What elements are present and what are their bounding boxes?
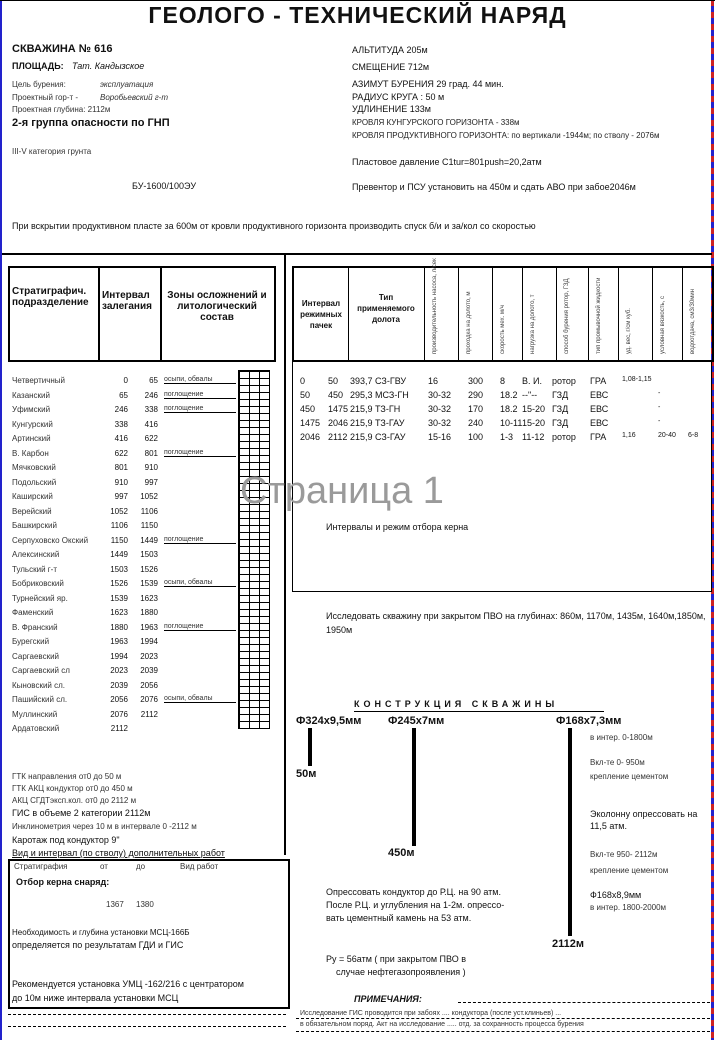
- remarks-line-3: [296, 1031, 710, 1032]
- strat-from: 1449: [110, 550, 128, 559]
- casing-line-3: [568, 728, 572, 936]
- bottom-line-2: [8, 1026, 286, 1027]
- work-col-from: от: [100, 862, 108, 871]
- strat-to: 1994: [140, 637, 158, 646]
- strat-name: Верейский: [12, 506, 52, 516]
- mode-col-line: [556, 266, 557, 360]
- mode-col-line: [522, 266, 523, 360]
- depth-450: 450м: [388, 847, 415, 859]
- remarks-text-1: Исследование ГИС проводится при забоях .... кондуктора (после уст.клиньев) ...: [300, 1010, 562, 1017]
- mode-cell: 50: [300, 390, 311, 400]
- mode-cell: 2046: [328, 418, 349, 428]
- additional-works-label: Вид и интервал (по стволу) дополнительных работ: [12, 848, 225, 858]
- strat-from: 1623: [110, 608, 128, 617]
- strat-from: 1150: [110, 535, 128, 545]
- lithology-column: [238, 370, 270, 729]
- strat-to: 416: [144, 419, 158, 429]
- soil-category: III-V категория грунта: [12, 147, 92, 156]
- strat-name: В. Карбон: [12, 448, 49, 458]
- strat-from: 1539: [110, 593, 128, 603]
- column-divider: [284, 255, 286, 855]
- mode-col-line: [348, 266, 349, 360]
- mode-cell: 1475: [328, 404, 349, 414]
- strat-from: 2023: [110, 666, 128, 675]
- page-watermark: Страница 1: [240, 470, 444, 512]
- strat-from: 2039: [110, 680, 128, 690]
- gtk-3: АКЦ СГДТэксп.кол. от0 до 2112 м: [12, 796, 137, 805]
- mode-cell: 0: [300, 376, 306, 386]
- mode-cell: -: [658, 390, 661, 397]
- mode-cell: 300: [468, 376, 484, 386]
- strat-name: Мячковский: [12, 463, 56, 472]
- zones-header: Зоны осложнений и литологический состав: [167, 290, 267, 323]
- cons-note-8: в интер. 1800-2000м: [590, 903, 667, 912]
- strat-note: осыпи, обвалы: [164, 579, 236, 587]
- remarks-line-1: [458, 1002, 710, 1003]
- mode-col-line: [424, 266, 425, 360]
- strat-to: 2039: [140, 666, 158, 675]
- strat-name: Четвертичный: [12, 376, 65, 385]
- mode-cell: 2112: [328, 432, 348, 442]
- mode-cell: 450: [328, 390, 344, 400]
- strat-from: 416: [114, 434, 128, 443]
- design-depth: Проектная глубина: 2112м: [12, 105, 111, 114]
- strat-to: 338: [144, 405, 158, 414]
- mode-cell: 15-20: [522, 404, 546, 414]
- strat-name: Подольский: [12, 477, 57, 487]
- strat-sep-2: [160, 266, 162, 360]
- strat-name: Уфимский: [12, 405, 51, 414]
- remarks-text-2: в обязательном поряд. Акт на исследование ..... отд. за сохранность процесса бурения: [300, 1021, 584, 1028]
- pressure: Пластовое давление С1tur=801push=20,2атм: [352, 157, 542, 167]
- mode-cell: ЕВС: [590, 390, 609, 400]
- mode-col-line: [588, 266, 589, 360]
- mode-cell: 18.2: [500, 404, 518, 414]
- strat-to: 910: [144, 463, 158, 472]
- pressure-note-2: случае нефтегазопроявления ): [336, 967, 466, 977]
- strat-from: 2076: [110, 709, 128, 719]
- strat-from: 2056: [110, 695, 128, 704]
- strat-from: 0: [123, 376, 128, 385]
- strat-to: 1150: [140, 521, 158, 530]
- inclinometry: Инклинометрия через 10 м в интервале 0 -2112 м: [12, 822, 197, 831]
- carotage: Каротаж под кондуктор 9": [12, 835, 120, 845]
- rig-type: БУ-1600/100ЭУ: [132, 181, 197, 191]
- strat-name: Тульский г-т: [12, 564, 58, 574]
- mode-cell: 1,08-1,15: [622, 376, 652, 383]
- mode-cell: 215,9 СЗ-ГАУ: [350, 432, 406, 442]
- elongation: УДЛИНЕНИЕ 133м: [352, 104, 431, 114]
- strat-to: 2076: [140, 695, 158, 704]
- mode-col-line: [682, 266, 683, 360]
- construction-underline: [354, 711, 604, 712]
- casing-168: Ф168х7,3мм: [556, 715, 622, 727]
- mode-cell: 1475: [300, 418, 321, 428]
- strat-name: Серпуховско Окский: [12, 535, 89, 545]
- strat-sep-1: [98, 266, 100, 360]
- mode-vertical-header: водоотдача, см3/30мин: [690, 288, 696, 354]
- strat-name: Муллинский: [12, 709, 58, 719]
- danger-group: 2-я группа опасности по ГНП: [12, 117, 170, 129]
- mode-col-line: [618, 266, 619, 360]
- mode-cell: 20-40: [658, 432, 676, 439]
- strat-note: осыпи, обвалы: [164, 695, 236, 703]
- mode-cell: -: [658, 418, 661, 425]
- casing-324: Ф324х9,5мм: [296, 715, 362, 727]
- mode-cell: ГРА: [590, 432, 607, 442]
- strat-from: 997: [114, 492, 128, 501]
- strat-name: Пашийский сл.: [12, 695, 68, 704]
- mode-col-line: [458, 266, 459, 360]
- azimuth: АЗИМУТ БУРЕНИЯ 29 град. 44 мин.: [352, 79, 504, 89]
- press-note-2: После Р.Ц. и углубления на 1-2м. опрессо-: [326, 900, 505, 910]
- mode-cell: 15-20: [522, 418, 546, 428]
- strat-note: поглощение: [164, 405, 236, 413]
- strat-to: 801: [144, 448, 158, 458]
- mode-cell: 215,9 ТЗ-ГАУ: [350, 418, 405, 428]
- purpose-label: Цель бурения:: [12, 80, 66, 89]
- mode-cell: 8: [500, 376, 506, 386]
- mode-vertical-header: тип промывочной жидкости: [596, 277, 602, 354]
- mode-cell: ГЗД: [552, 418, 569, 428]
- casing-245: Ф245х7мм: [388, 715, 445, 727]
- bottom-line-1: [8, 1014, 286, 1015]
- strat-to: 997: [144, 477, 158, 487]
- strat-from: 1880: [110, 622, 128, 632]
- strat-to: 1106: [140, 506, 158, 516]
- cons-note-5: Вкл-те 950- 2112м: [590, 850, 658, 859]
- strat-to: 246: [144, 390, 158, 400]
- mode-cell: ротор: [552, 432, 576, 442]
- top-border: [0, 0, 715, 1]
- mode-cell: 18.2: [500, 390, 518, 400]
- cons-note-4: Эколонну опрессовать на 11,5 атм.: [590, 809, 698, 831]
- mode-cell: 290: [468, 390, 484, 400]
- strat-from: 246: [114, 405, 128, 414]
- mode-vertical-header: скорость мех. м/ч: [500, 305, 506, 354]
- strat-name: Каширский: [12, 492, 53, 501]
- strat-to: 1880: [140, 608, 158, 617]
- strat-to: 2056: [140, 680, 158, 690]
- mode-cell: 6-8: [688, 432, 699, 439]
- remarks-label: ПРИМЕЧАНИЯ:: [354, 994, 422, 1004]
- msc-need: Необходимость и глубина установки МСЦ-166Б: [12, 928, 190, 937]
- mode-cell: 240: [468, 418, 484, 428]
- work-col-kind: Вид работ: [180, 862, 219, 871]
- strat-name: Кунгурский: [12, 419, 53, 429]
- well-number: СКВАЖИНА № 616: [12, 43, 113, 55]
- strat-name: В. Франский: [12, 622, 58, 632]
- kungur-roof: КРОВЛЯ КУНГУРСКОГО ГОРИЗОНТА - 338м: [352, 118, 520, 127]
- mode-cell: --"--: [522, 390, 538, 400]
- casing-line-2: [412, 728, 416, 846]
- mode-vertical-header: способ бурения ротор, ГЗД: [564, 278, 570, 354]
- strat-to: 65: [149, 376, 158, 385]
- strat-from: 1503: [110, 564, 128, 574]
- strat-from: 1994: [110, 651, 128, 661]
- section-divider: [2, 253, 712, 255]
- mode-vertical-header: производительность насоса, л/сек: [432, 258, 438, 354]
- strat-name: Саргаевский сл: [12, 666, 70, 675]
- strat-to: 2023: [140, 651, 158, 661]
- strat-note: поглощение: [164, 391, 236, 399]
- strat-name: Турнейский яр.: [12, 593, 68, 603]
- strat-to: 2112: [140, 709, 158, 719]
- strat-from: 1106: [110, 521, 128, 530]
- mode-cell: ротор: [552, 376, 576, 386]
- area-label: ПЛОЩАДЬ:: [12, 61, 64, 71]
- strat-to: 622: [144, 434, 158, 443]
- offset: СМЕЩЕНИЕ 712м: [352, 62, 430, 72]
- strat-to: 1449: [140, 535, 158, 545]
- mode-cell: -: [658, 404, 661, 411]
- strat-from: 1963: [110, 637, 128, 646]
- mode-cell: 50: [328, 376, 339, 386]
- strat-name: Бурегский: [12, 637, 50, 646]
- strat-from: 1526: [110, 579, 128, 588]
- strat-to: 1963: [140, 622, 158, 632]
- mode-cell: 1-3: [500, 432, 514, 442]
- mode-cell: В. И.: [522, 376, 542, 386]
- mode-cell: 15-16: [428, 432, 452, 442]
- strat-note: поглощение: [164, 536, 236, 544]
- strat-name: Башкирский: [12, 521, 57, 530]
- research-note: Исследовать скважину при закрытом ПВО на глубинах: 860м, 1170м, 1435м, 1640м,1850м, 1950м: [326, 611, 706, 635]
- press-note-1: Опрессовать кондуктор до Р.Ц. на 90 атм.: [326, 887, 501, 897]
- mode-vertical-header: проходка на долото, м: [466, 291, 472, 354]
- mode-cell: 170: [468, 404, 484, 414]
- mode-cell: 450: [300, 404, 316, 414]
- remarks-line-2: [296, 1018, 710, 1019]
- design-horizon-value: Воробьевский г-т: [100, 93, 169, 102]
- core-from: 1367: [106, 900, 124, 909]
- strat-to: 1526: [140, 564, 158, 574]
- core-to: 1380: [136, 900, 154, 909]
- mode-vertical-header: уд. вес, г/см куб.: [626, 308, 632, 354]
- mode-cell: 100: [468, 432, 484, 442]
- strat-name: Артинский: [12, 434, 51, 443]
- strat-name: Фаменский: [12, 608, 54, 617]
- strat-name: Ардатовский: [12, 724, 60, 733]
- mode-cell: ЕВС: [590, 404, 609, 414]
- mode-cell: 30-32: [428, 404, 452, 414]
- strat-note: осыпи, обвалы: [164, 376, 236, 384]
- mode-cell: 215,9 ТЗ-ГН: [350, 404, 401, 414]
- altitude: АЛЬТИТУДА 205м: [352, 45, 428, 55]
- mode-cell: 2046: [300, 432, 321, 442]
- mode-cell: ГЗД: [552, 390, 569, 400]
- mode-cell: ЕВС: [590, 418, 609, 428]
- msc-defined: определяется по результатам ГДИ и ГИС: [12, 940, 184, 950]
- strat-to: 1539: [140, 579, 158, 588]
- mode-cell: 10-11: [500, 418, 523, 428]
- cons-note-6: крепление цементом: [590, 866, 669, 875]
- strat-to: 1052: [140, 492, 158, 501]
- gtk-1: ГТК направления от0 до 50 м: [12, 772, 122, 781]
- cons-note-2: Вкл-те 0- 950м: [590, 758, 645, 767]
- mode-cell: 11-12: [522, 432, 545, 442]
- left-border: [0, 0, 2, 1040]
- work-col-to: до: [136, 862, 146, 871]
- strat-note: поглощение: [164, 623, 236, 631]
- radius: РАДИУС КРУГА : 50 м: [352, 92, 445, 102]
- strat-name: Бобриковский: [12, 579, 64, 588]
- recommendation-1: Рекомендуется установка УМЦ -162/216 с центратором: [12, 979, 244, 989]
- mode-vertical-header: нагрузка на долото, т: [530, 294, 536, 354]
- strat-from: 65: [119, 390, 128, 400]
- preventer-note: Превентор и ПСУ установить на 450м и сдать АВО при забое2046м: [352, 182, 636, 192]
- page-title: ГЕОЛОГО - ТЕХНИЧЕСКИЙ НАРЯД: [148, 2, 567, 28]
- cons-note-1: в интер. 0-1800м: [590, 733, 653, 742]
- pressure-note-1: Ру = 56атм ( при закрытом ПВО в: [326, 954, 467, 964]
- strat-from: 1052: [110, 506, 128, 516]
- purpose-value: эксплуатация: [100, 80, 154, 89]
- strat-name: Казанский: [12, 390, 50, 400]
- mode-cell: ГЗД: [552, 404, 569, 414]
- interval-header: Интервал залегания: [102, 290, 152, 312]
- core-label: Отбор керна снаряд:: [16, 877, 110, 887]
- press-note-3: вать цементный камень на 53 атм.: [326, 913, 472, 923]
- mode-vertical-header: условная вязкость, с: [660, 296, 666, 354]
- cons-note-3: крепление цементом: [590, 772, 669, 781]
- strat-note: поглощение: [164, 449, 236, 457]
- mode-col-line: [492, 266, 493, 360]
- strat-from: 2112: [110, 724, 128, 733]
- area-value: Тат. Кандызское: [72, 61, 145, 71]
- strat-from: 801: [114, 463, 128, 472]
- mode-cell: 393,7 СЗ-ГВУ: [350, 376, 407, 386]
- construction-title: КОНСТРУКЦИЯ СКВАЖИНЫ: [354, 699, 559, 709]
- recommendation-2: до 10м ниже интервала установки МСЦ: [12, 993, 179, 1003]
- work-col-strat: Стратиграфия: [14, 862, 68, 871]
- strat-to: 1623: [140, 593, 158, 603]
- depth-2112: 2112м: [552, 938, 585, 950]
- mode-interval-header: Интервал режимных пачек: [300, 299, 342, 330]
- opening-notice: При вскрытии продуктивном пласте за 600м от кровли продуктивного горизонта производить спуск б/и и за/кол со скоростью: [12, 221, 536, 231]
- mode-cell: 30-32: [428, 418, 452, 428]
- casing-line-1: [308, 728, 312, 766]
- gis-volume: ГИС в объеме 2 категории 2112м: [12, 808, 151, 818]
- strat-header: Стратиграфич. подразделение: [12, 286, 89, 308]
- mode-cell: 16: [428, 376, 439, 386]
- productive-roof: КРОВЛЯ ПРОДУКТИВНОГО ГОРИЗОНТА: по вертикали -1944м; по стволу - 2076м: [352, 131, 660, 140]
- strat-from: 622: [114, 448, 128, 458]
- mode-cell: ГРА: [590, 376, 607, 386]
- mode-cell: 1,16: [622, 432, 636, 439]
- mode-col-line: [652, 266, 653, 360]
- strat-to: 1503: [140, 550, 158, 559]
- bit-type-header: Тип применяемого долота: [357, 293, 415, 324]
- strat-name: Алексинский: [12, 550, 60, 559]
- cons-note-7: Ф168х8,9мм: [590, 890, 642, 900]
- strat-name: Кыновский сл.: [12, 680, 65, 690]
- strat-from: 338: [114, 419, 128, 429]
- design-horizon-label: Проектный гор-т -: [12, 93, 79, 102]
- mode-cell: 30-32: [428, 390, 452, 400]
- strat-name: Саргаевский: [12, 651, 60, 661]
- depth-50: 50м: [296, 768, 317, 780]
- strat-from: 910: [114, 477, 128, 487]
- mode-cell: 295,3 МСЗ-ГН: [350, 390, 409, 400]
- core-title: Интервалы и режим отбора керна: [326, 522, 469, 532]
- gtk-2: ГТК АКЦ кондуктор от0 до 450 м: [12, 784, 133, 793]
